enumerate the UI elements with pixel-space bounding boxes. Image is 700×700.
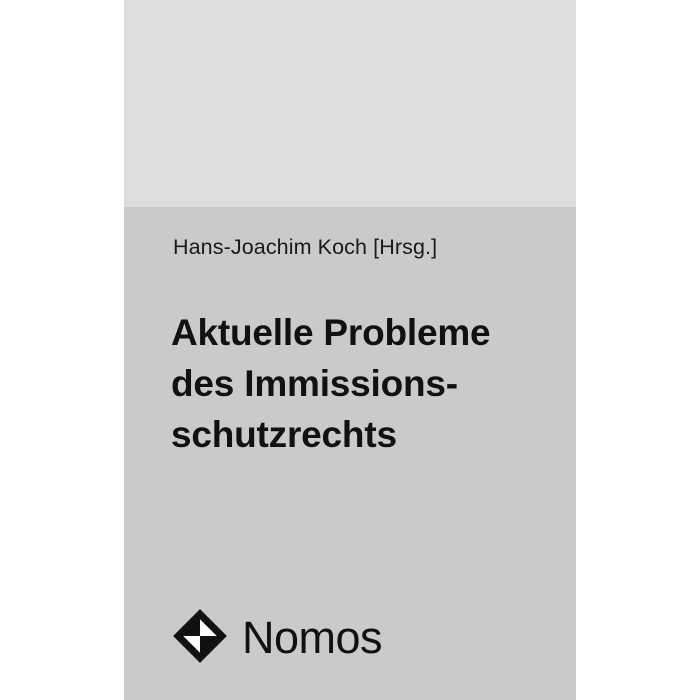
page-margin-left (0, 0, 124, 700)
cover-top-band (124, 0, 576, 207)
book-title-line-3: schutzrechts (171, 414, 397, 456)
cover-body (124, 207, 576, 700)
book-title-line-2: des Immissions- (171, 363, 458, 405)
book-title-line-1: Aktuelle Probleme (171, 312, 491, 353)
book-title (171, 307, 561, 460)
nomos-diamond-logo-icon (172, 608, 228, 664)
book-cover (124, 0, 576, 700)
page-margin-right (576, 0, 700, 700)
publisher-block (172, 608, 382, 664)
editor-line: Hans-Joachim Koch [Hrsg.] (173, 235, 438, 259)
publisher-name: Nomos (242, 611, 383, 663)
